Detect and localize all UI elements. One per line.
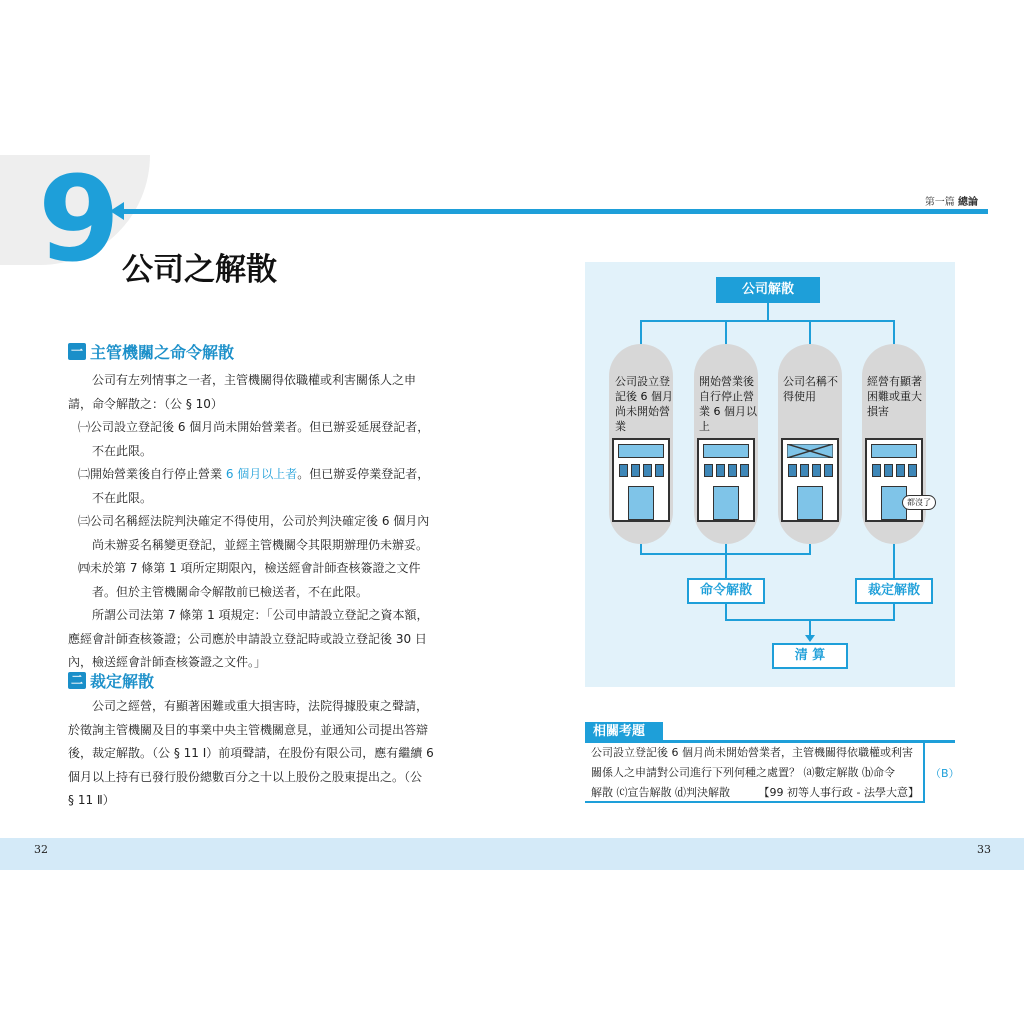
shop-window (716, 464, 725, 477)
shop-window (896, 464, 905, 477)
text-line: § 11 Ⅱ） (68, 793, 115, 807)
connector (767, 303, 769, 321)
text-line: 內，檢送經會計師查核簽證之文件。」 (68, 655, 267, 669)
command-dissolution-box: 命令解散 (687, 578, 765, 604)
page-number-left: 32 (34, 843, 48, 856)
shop-window (728, 464, 737, 477)
arrow-down-icon (805, 635, 815, 642)
text-line: 於徵詢主管機關及目的事業中央主管機關意見，並通知公司提出答辯 (68, 722, 429, 737)
shop-illustration (697, 438, 755, 522)
header-rule (120, 209, 988, 214)
shop-window (643, 464, 652, 477)
text-line: 應經會計師查核簽證；公司應於申請設立登記時或設立登記後 30 日 (68, 631, 427, 646)
shop-sign (871, 444, 917, 458)
chapter-number: 9 (38, 150, 121, 288)
dissolution-diagram (585, 262, 955, 687)
shop-door (713, 486, 739, 520)
list-item (68, 510, 440, 557)
text-line: 後，裁定解散。（公 § 11 Ⅰ）前項聲請，在股份有限公司，應有繼續 6 (68, 746, 434, 760)
text-line: 不在此限。 (92, 490, 153, 505)
diagram-root-box: 公司解散 (716, 277, 820, 303)
shop-illustration (612, 438, 670, 522)
highlight-text: 6 個月以上者 (225, 467, 298, 481)
text-line: 尚未辦妥名稱變更登記，並經主管機關令其限期辦理仍未辦妥。 (92, 537, 429, 552)
shop-illustration (781, 438, 839, 522)
part-prefix: 第一篇 (924, 197, 955, 208)
text-line: 關係人之申請對公司進行下列何種之處置？ ⒜數定解散 ⒝命令 (591, 766, 895, 779)
text-line: 所謂公司法第 7 條第 1 項規定：「公司申請設立登記之資本額， (92, 608, 429, 622)
page-number-right: 33 (977, 843, 991, 856)
liquidation-box: 清 算 (772, 643, 848, 669)
connector (893, 604, 895, 620)
connector (893, 544, 895, 578)
list-item (68, 463, 440, 510)
connector (640, 320, 894, 322)
connector (725, 553, 727, 578)
shop-window (908, 464, 917, 477)
connector (725, 604, 727, 620)
judicial-dissolution-box: 裁定解散 (855, 578, 933, 604)
shop-window (619, 464, 628, 477)
exam-question (585, 743, 925, 803)
text-line: ㈣未於第 7 條第 1 項所定期限內，檢送經會計師查核簽證之文件 (78, 561, 421, 575)
section-mark: 一 (68, 343, 86, 360)
text-line: ㈡開始營業後自行停止營業 (78, 467, 226, 481)
section-title: 主管機關之命令解散 (90, 343, 235, 362)
shop-window (824, 464, 833, 477)
speech-bubble: 都沒了 (902, 495, 936, 510)
condition-text: 公司設立登記後 6 個月尚未開始營業 (615, 375, 673, 433)
text-line: 個月以上持有已發行股份總數百分之十以上股份之股東提出之。（公 (68, 769, 423, 784)
text-line: 公司之經營，有顯著困難或重大損害時，法院得據股東之聲請， (92, 699, 429, 713)
section1-body (68, 369, 440, 675)
list-item (68, 416, 440, 463)
shop-sign (703, 444, 749, 458)
text-line: 公司設立登記後 6 個月尚未開始營業者，主管機關得依職權或利害 (591, 746, 913, 759)
shop-window (872, 464, 881, 477)
text-line: 不在此限。 (92, 443, 153, 458)
list-item (68, 557, 440, 604)
shop-door (797, 486, 823, 520)
part-name: 總論 (958, 197, 978, 208)
condition-text: 經營有顯著困難或重大損害 (867, 375, 922, 418)
shop-window (788, 464, 797, 477)
shop-window (704, 464, 713, 477)
shop-sign (618, 444, 664, 458)
text-line: 者。但於主管機關命令解散前已檢送者，不在此限。 (92, 584, 369, 599)
exam-answer: （B） (930, 767, 960, 780)
section-mark: 二 (68, 672, 86, 689)
chapter-title: 公司之解散 (122, 252, 277, 288)
text-line: 公司有左列情事之一者，主管機關得依職權或利害關係人之申 (92, 373, 417, 387)
shop-window (884, 464, 893, 477)
text-line (591, 783, 919, 803)
text-line: ㈠公司設立登記後 6 個月尚未開始營業者。但已辦妥延展登記者， (78, 420, 430, 434)
section2-body (68, 695, 440, 813)
condition-text: 開始營業後自行停止營業 6 個月以上 (699, 375, 757, 433)
crossed-sign-icon (787, 444, 833, 458)
footer-band (0, 838, 1024, 870)
text-line: 請，命令解散之：（公 § 10） (68, 396, 223, 411)
text-line: 解散 ⒞宣告解散 ⒟判決解散 (591, 786, 730, 799)
section-heading-1 (68, 340, 234, 363)
shop-window (631, 464, 640, 477)
shop-window (800, 464, 809, 477)
shop-door (628, 486, 654, 520)
section-heading-2 (68, 669, 154, 692)
shop-window (740, 464, 749, 477)
text-line: ㈢公司名稱經法院判決確定不得使用，公司於判決確定後 6 個月內 (78, 514, 430, 528)
text-line: 。但已辦妥停業登記者， (297, 467, 430, 481)
condition-text: 公司名稱不得使用 (783, 375, 838, 403)
section-title: 裁定解散 (90, 672, 155, 691)
shop-window (655, 464, 664, 477)
part-label (925, 193, 978, 208)
exam-tab: 相關考題 (585, 722, 663, 742)
shop-window (812, 464, 821, 477)
exam-source: 【99 初等人事行政 - 法學大意】 (758, 786, 919, 799)
